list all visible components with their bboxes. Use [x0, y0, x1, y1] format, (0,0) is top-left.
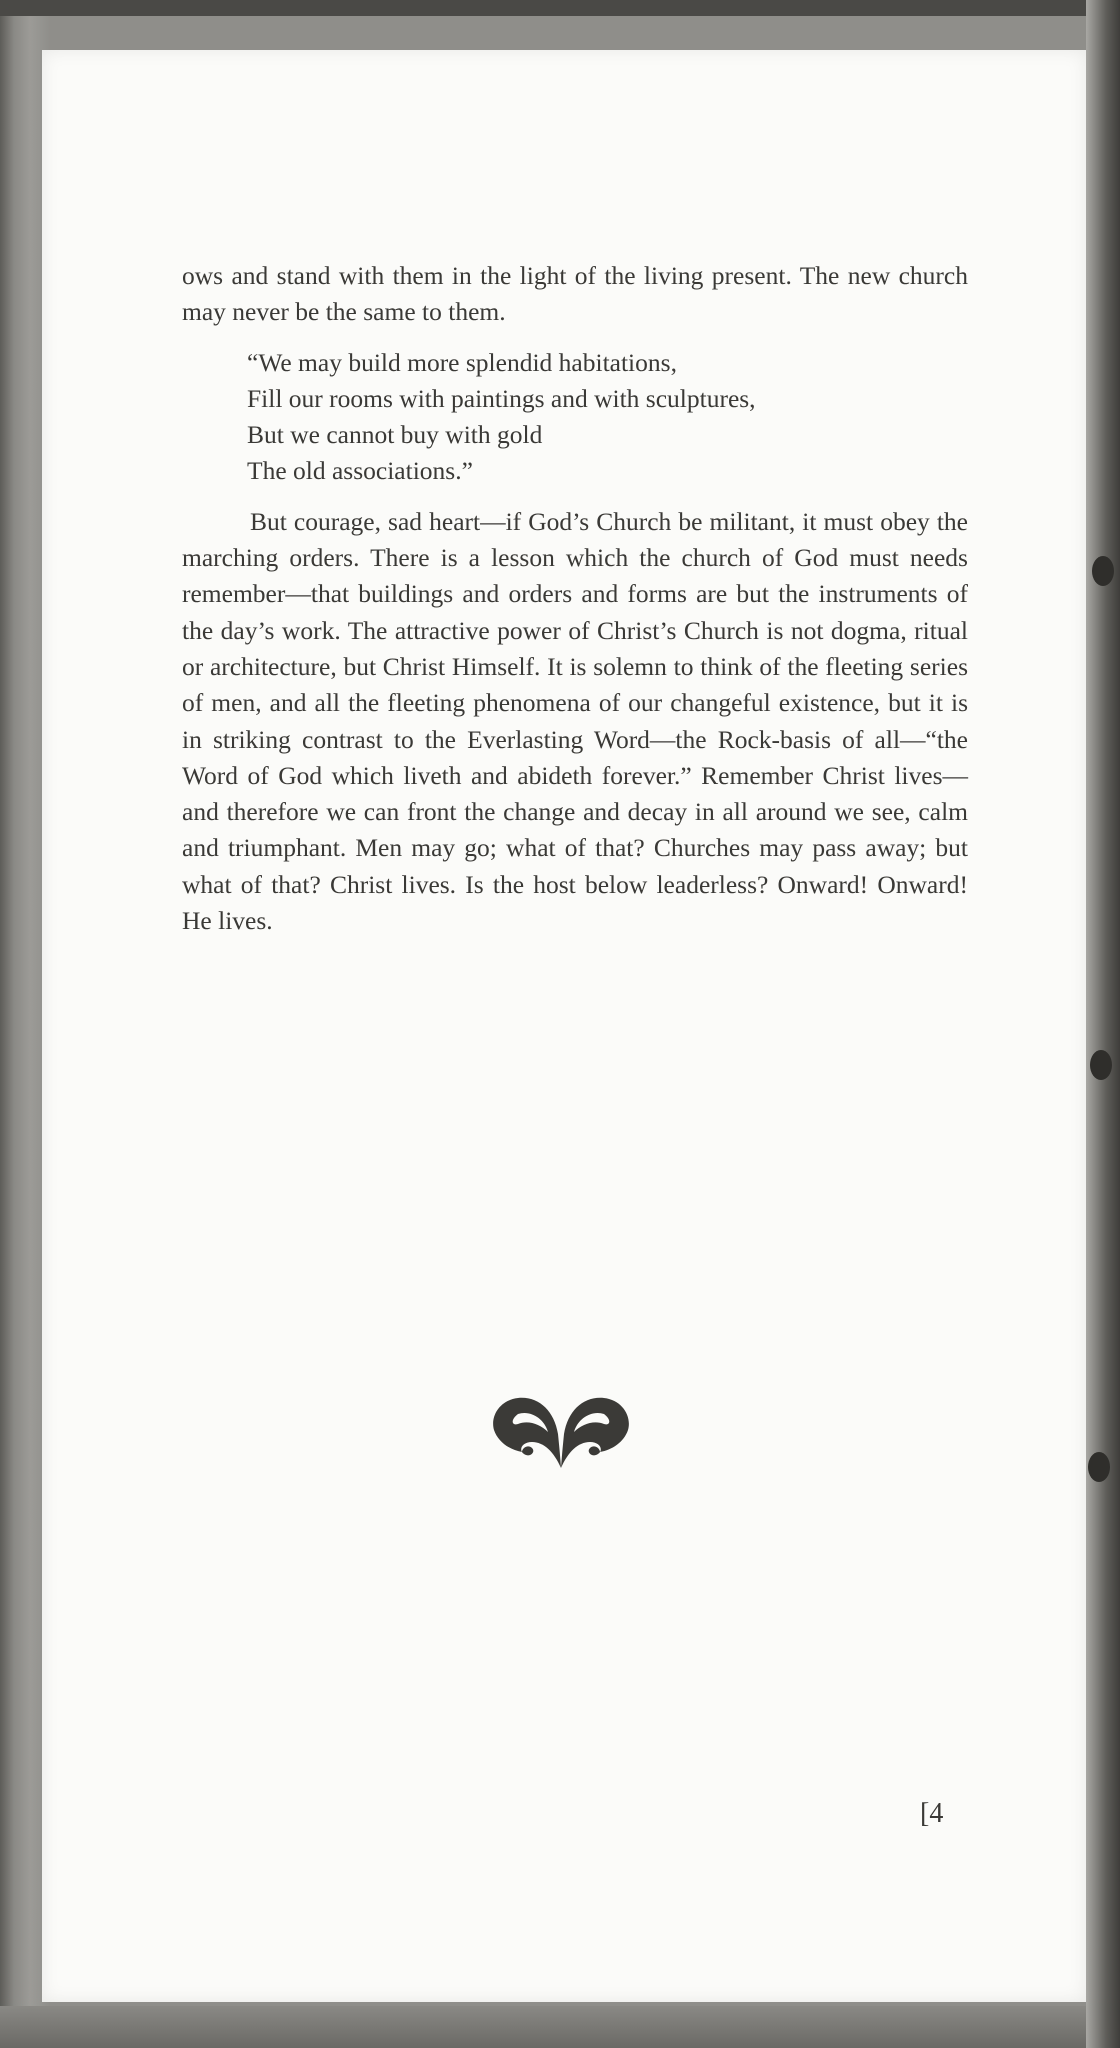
scan-top-edge — [0, 0, 1120, 16]
page-number: [4 — [920, 1798, 944, 1829]
verse-line: The old associations.” — [247, 456, 473, 486]
binding-hole — [1092, 556, 1114, 586]
paragraph-main: But courage, sad heart—if God’s Church be militant, it must obey the marching orders. There is a lesson which the church of God must needs remember—that buildings and orders and forms are but the instruments of the day’s work. The attractive power of Christ’s Church is not dogma, ritual or architecture, but Christ Himself. It is solemn to think of the fleeting series of men, and all the fleeting phenomena of our changeful existence, but it is in striking contrast to the Everlasting Word—the Rock-basis of all—“the Word of God which liveth and abideth forever.” Remember Christ lives—and therefore we can front the change and decay in all around we see, calm and triumphant. Men may go; what of that? Churches may pass away; but what of that? Christ lives. Is the host below leaderless? Onward! Onward! He lives. — [182, 506, 968, 936]
verse-quotation — [247, 345, 968, 490]
fleuron-ornament-icon — [488, 1390, 634, 1472]
binding-hole — [1088, 1452, 1110, 1482]
binding-hole — [1090, 1050, 1112, 1080]
verse-line: Fill our rooms with paintings and with sculptures, — [247, 383, 756, 413]
paragraph-continued: ows and stand with them in the light of the living present. The new church may never be the same to them. — [182, 261, 968, 327]
scan-bottom-edge — [0, 2006, 1120, 2048]
verse-line: “We may build more splendid habitations, — [247, 347, 677, 377]
body-text — [182, 258, 968, 939]
scan-right-edge — [1086, 0, 1120, 2048]
verse-line: But we cannot buy with gold — [247, 420, 543, 450]
